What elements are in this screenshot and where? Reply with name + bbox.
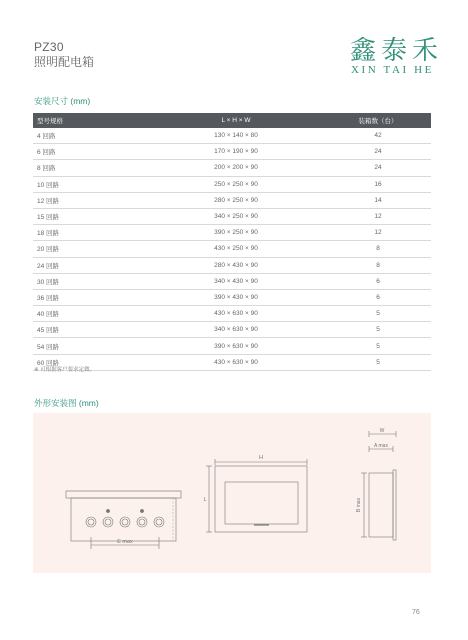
cell-model: 36 回路 (33, 289, 147, 305)
cell-model: 40 回路 (33, 306, 147, 322)
cell-pack-qty: 16 (325, 176, 431, 192)
cell-model: 60 回路 (33, 354, 147, 370)
label-e-max: E max (117, 539, 133, 545)
spec-table (33, 113, 431, 371)
table-row (33, 322, 431, 338)
column-header-pack-qty: 装箱数（台） (325, 113, 431, 128)
cell-pack-qty: 14 (325, 192, 431, 208)
column-header-model: 型号规格 (33, 113, 147, 128)
cell-pack-qty: 8 (325, 257, 431, 273)
brand-logo-cn: 鑫泰禾 (350, 36, 444, 66)
table-row (33, 160, 431, 176)
cell-dimensions: 200 × 200 × 90 (147, 160, 325, 176)
installation-size-title: 安装尺寸 (mm) (34, 96, 91, 106)
cell-dimensions: 280 × 430 × 90 (147, 257, 325, 273)
cell-dimensions: 170 × 190 × 90 (147, 144, 325, 160)
table-row (33, 257, 431, 273)
cell-dimensions: 340 × 630 × 90 (147, 322, 325, 338)
cell-pack-qty: 24 (325, 160, 431, 176)
cell-dimensions: 390 × 630 × 90 (147, 338, 325, 354)
label-b-max: B max (356, 497, 362, 513)
profile-body (369, 473, 393, 537)
table-row (33, 144, 431, 160)
cell-dimensions: 430 × 250 × 90 (147, 241, 325, 257)
label-w: W (379, 428, 385, 434)
cell-model: 6 回路 (33, 144, 147, 160)
table-row (33, 192, 431, 208)
cell-model: 24 回路 (33, 257, 147, 273)
cell-model: 12 回路 (33, 192, 147, 208)
custom-note: ※ 可根据客户要求定做。 (34, 367, 96, 373)
cell-dimensions: 430 × 630 × 90 (147, 354, 325, 370)
table-row (33, 306, 431, 322)
cell-model: 45 回路 (33, 322, 147, 338)
box-lid (66, 491, 181, 498)
label-h: H (259, 455, 263, 461)
label-l: L (203, 497, 207, 503)
cell-pack-qty: 12 (325, 208, 431, 224)
product-model: PZ30 (34, 40, 64, 54)
cell-dimensions: 130 × 140 × 80 (147, 128, 325, 144)
knockout-hole (154, 517, 164, 527)
cell-pack-qty: 5 (325, 322, 431, 338)
cell-model: 54 回路 (33, 338, 147, 354)
cell-dimensions: 390 × 430 × 90 (147, 289, 325, 305)
profile-flange (393, 470, 396, 540)
cell-pack-qty: 5 (325, 338, 431, 354)
cell-dimensions: 280 × 250 × 90 (147, 192, 325, 208)
cell-pack-qty: 6 (325, 273, 431, 289)
cell-pack-qty: 5 (325, 354, 431, 370)
table-row (33, 338, 431, 354)
drawing-svg (33, 413, 431, 573)
table-body (33, 128, 431, 370)
cell-model: 30 回路 (33, 273, 147, 289)
cell-model: 4 回路 (33, 128, 147, 144)
cell-pack-qty: 8 (325, 241, 431, 257)
table-row (33, 289, 431, 305)
outline-drawing (33, 413, 431, 573)
table-row (33, 241, 431, 257)
outline-drawing-title: 外形安装图 (mm) (34, 398, 99, 408)
cell-dimensions: 340 × 430 × 90 (147, 273, 325, 289)
cell-dimensions: 250 × 250 × 90 (147, 176, 325, 192)
cell-pack-qty: 12 (325, 225, 431, 241)
cell-model: 8 回路 (33, 160, 147, 176)
cell-model: 15 回路 (33, 208, 147, 224)
cell-model: 10 回路 (33, 176, 147, 192)
table-row (33, 128, 431, 144)
page-number: 76 (412, 609, 420, 616)
knockout-hole (137, 517, 147, 527)
cell-dimensions: 340 × 250 × 90 (147, 208, 325, 224)
front-window (225, 482, 298, 524)
table-row (33, 208, 431, 224)
table-row (33, 225, 431, 241)
box-front-view (206, 459, 307, 532)
table-row (33, 176, 431, 192)
cell-pack-qty: 5 (325, 306, 431, 322)
label-a-max: A max (374, 443, 388, 449)
cell-model: 20 回路 (33, 241, 147, 257)
cell-pack-qty: 42 (325, 128, 431, 144)
cell-dimensions: 390 × 250 × 90 (147, 225, 325, 241)
box-front-frame (215, 466, 307, 532)
brand-logo-en: XIN TAI HE (351, 64, 434, 76)
column-header-dimensions: L × H × W (147, 113, 325, 128)
knockout-hole (103, 517, 113, 527)
cell-dimensions: 430 × 630 × 90 (147, 306, 325, 322)
knockout-hole (86, 517, 96, 527)
table-header-row (33, 113, 431, 128)
knockout-hole (120, 517, 130, 527)
cell-pack-qty: 6 (325, 289, 431, 305)
table-row (33, 273, 431, 289)
product-name: 照明配电箱 (34, 55, 95, 69)
cell-model: 18 回路 (33, 225, 147, 241)
cell-pack-qty: 24 (325, 144, 431, 160)
